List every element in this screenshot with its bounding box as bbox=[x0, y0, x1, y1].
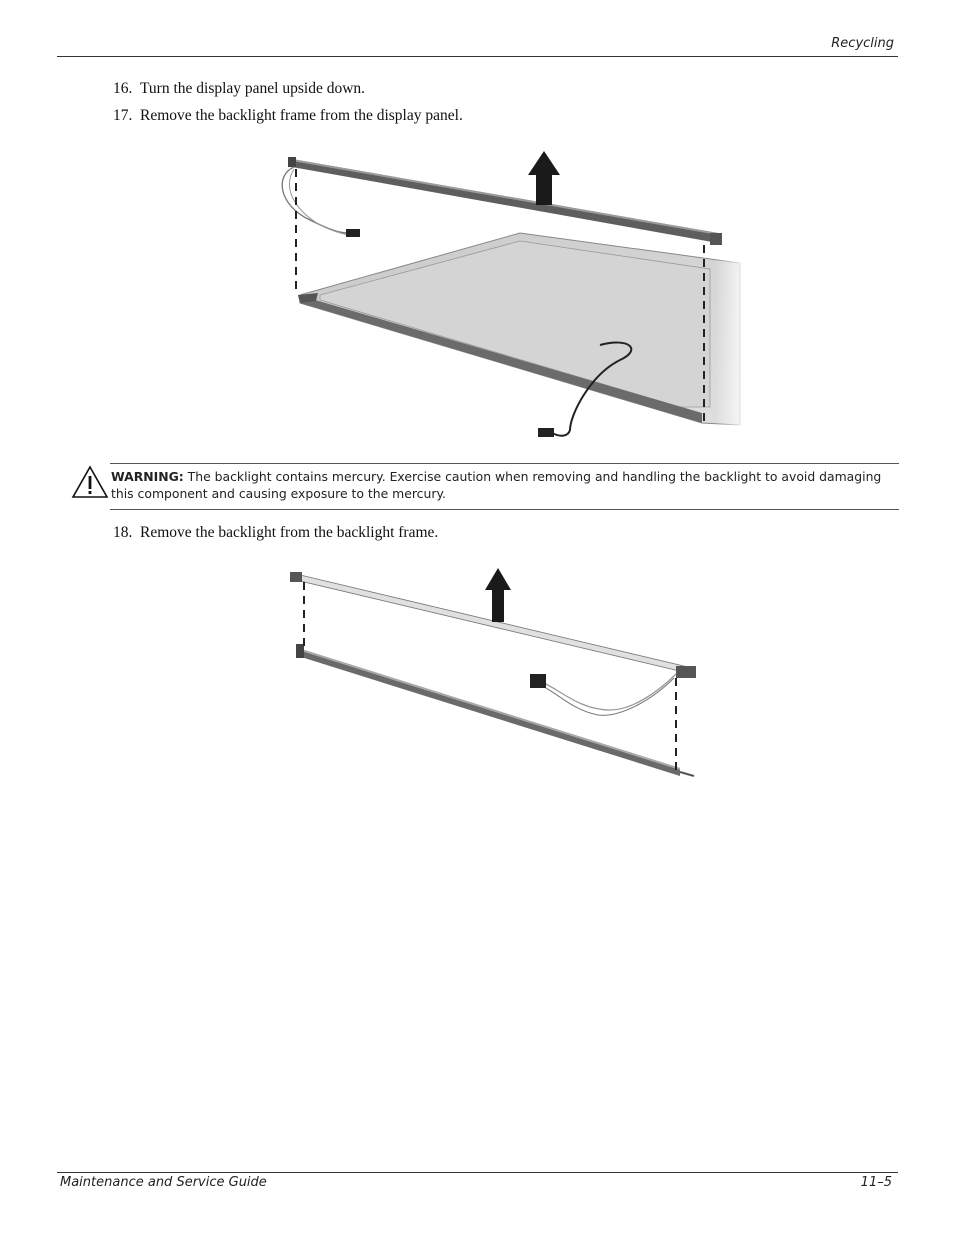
warning-text: The backlight contains mercury. Exercise caution when removing and handling the backlight to avoid damaging this component and causing exposure to the mercury. bbox=[111, 469, 882, 501]
footer-page-number: 11–5 bbox=[860, 1175, 892, 1190]
warning-bottom-rule bbox=[110, 509, 899, 510]
step-17 bbox=[113, 107, 463, 125]
step-text: Remove the backlight frame from the display panel. bbox=[140, 107, 463, 124]
step-text: Turn the display panel upside down. bbox=[140, 80, 366, 97]
warning-label: WARNING: bbox=[111, 469, 184, 484]
step-16 bbox=[113, 80, 365, 98]
running-header: Recycling bbox=[831, 36, 894, 51]
step-number: 16. bbox=[113, 80, 133, 97]
step-number: 18. bbox=[113, 524, 133, 541]
footer-rule bbox=[57, 1172, 898, 1173]
warning-top-rule bbox=[110, 463, 899, 464]
backlight-frame-removal-illustration bbox=[270, 145, 750, 445]
footer-guide-title: Maintenance and Service Guide bbox=[60, 1175, 267, 1190]
step-text: Remove the backlight from the backlight frame. bbox=[140, 524, 439, 541]
header-rule bbox=[57, 56, 898, 57]
warning-triangle-icon bbox=[71, 465, 109, 499]
step-number: 17. bbox=[113, 107, 133, 124]
step-18 bbox=[113, 524, 438, 542]
warning-note bbox=[111, 468, 891, 502]
backlight-removal-illustration bbox=[280, 560, 710, 790]
